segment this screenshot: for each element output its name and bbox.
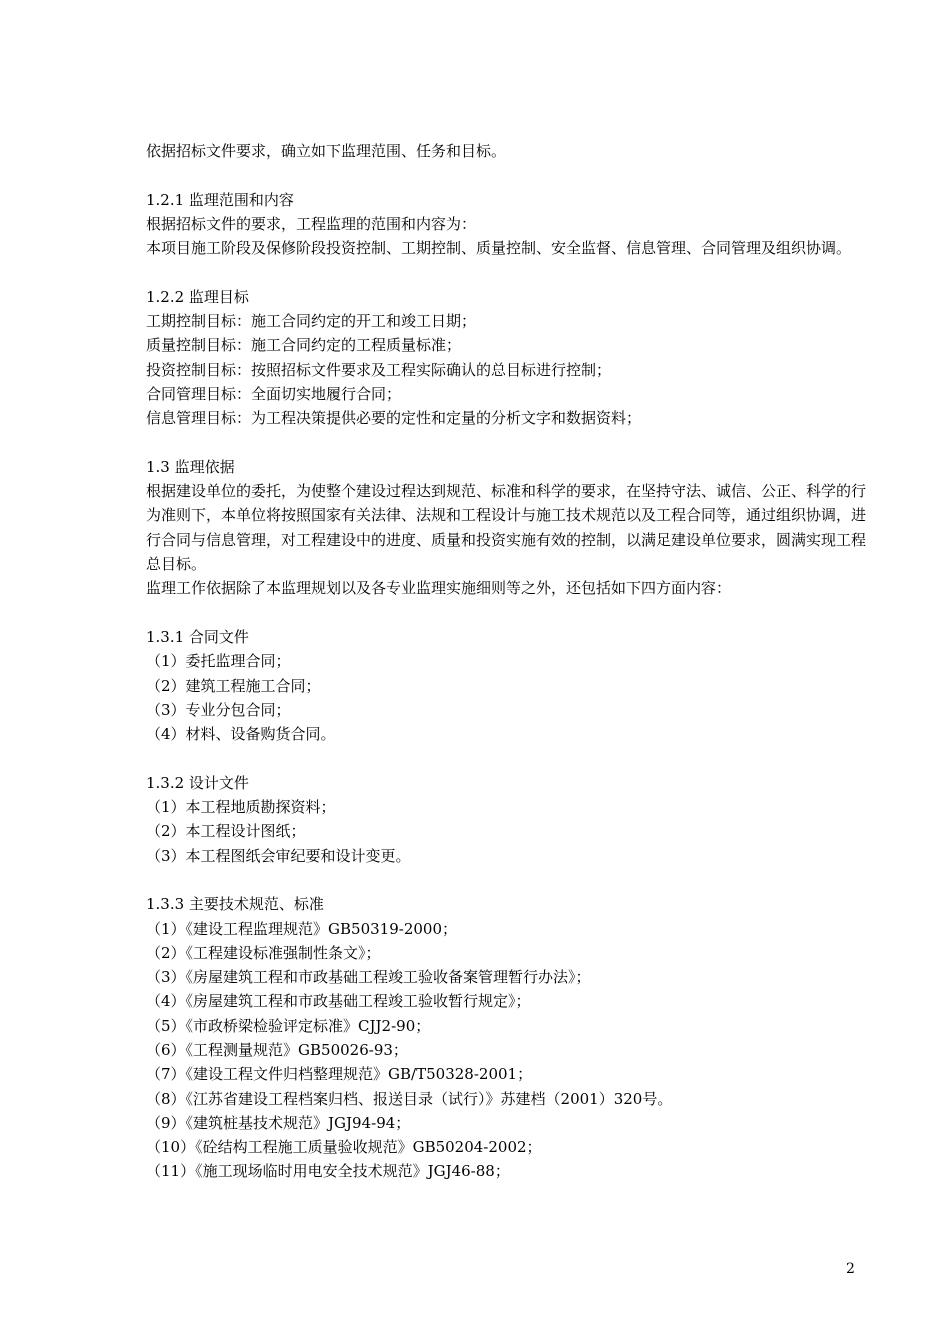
section-heading-1-2-2: 1.2.2 监理目标 (146, 287, 249, 306)
section-lead-1-2-1: 根据招标文件的要求，工程监理的范围和内容为： (146, 214, 477, 233)
standard-item: （5）《市政桥梁检验评定标准》CJJ2-90； (146, 1016, 431, 1035)
section-body-1-2-1: 本项目施工阶段及保修阶段投资控制、工期控制、质量控制、安全监督、信息管理、合同管理及组织协调。 (146, 239, 852, 258)
spacer (146, 601, 866, 625)
document-body (146, 139, 866, 1184)
page-number: 2 (846, 1261, 855, 1277)
goal-item: 工期控制目标：施工合同约定的开工和竣工日期； (146, 312, 477, 331)
standard-item: （8）《江苏省建设工程档案归档、报送目录（试行）》苏建档（2001）320号。 (146, 1089, 673, 1108)
goal-item: 投资控制目标：按照招标文件要求及工程实际确认的总目标进行控制； (146, 360, 612, 379)
standard-item: （4）《房屋建筑工程和市政基础工程竣工验收暂行规定》； (146, 992, 531, 1011)
standard-item: （3）《房屋建筑工程和市政基础工程竣工验收备案管理暂行办法》； (146, 968, 591, 987)
contract-item: （2）建筑工程施工合同； (146, 676, 321, 695)
spacer (146, 260, 866, 284)
goal-item: 信息管理目标：为工程决策提供必要的定性和定量的分析文字和数据资料； (146, 409, 642, 428)
standard-item: （11）《施工现场临时用电安全技术规范》JGJ46-88； (146, 1162, 510, 1181)
standard-item: （1）《建设工程监理规范》GB50319-2000； (146, 919, 458, 938)
section-heading-1-3-1: 1.3.1 合同文件 (146, 627, 249, 646)
spacer (146, 746, 866, 770)
standard-item: （9）《建筑桩基技术规范》JGJ94-94； (146, 1113, 411, 1132)
intro-text: 依据招标文件要求，确立如下监理范围、任务和目标。 (146, 142, 507, 160)
standard-item: （10）《砼结构工程施工质量验收规范》GB50204-2002； (146, 1138, 542, 1157)
design-item: （1）本工程地质勘探资料； (146, 798, 336, 817)
section-heading-1-3: 1.3 监理依据 (146, 457, 235, 476)
section-heading-1-3-2: 1.3.2 设计文件 (146, 773, 249, 792)
spacer (146, 431, 866, 455)
standard-item: （2）《工程建设标准强制性条文》； (146, 943, 381, 962)
standard-item: （6）《工程测量规范》GB50026-93； (146, 1040, 408, 1059)
standard-item: （7）《建设工程文件归档整理规范》GB/T50328-2001； (146, 1065, 533, 1084)
spacer (146, 163, 866, 187)
design-item: （3）本工程图纸会审纪要和设计变更。 (146, 846, 411, 865)
section-tail-1-3: 监理工作依据除了本监理规划以及各专业监理实施细则等之外，还包括如下四方面内容： (146, 579, 732, 598)
goal-item: 合同管理目标：全面切实地履行合同； (146, 384, 402, 403)
contract-item: （1）委托监理合同； (146, 652, 291, 671)
contract-item: （3）专业分包合同； (146, 700, 291, 719)
contract-item: （4）材料、设备购货合同。 (146, 725, 336, 744)
section-heading-1-3-3: 1.3.3 主要技术规范、标准 (146, 895, 324, 914)
section-heading-1-2-1: 1.2.1 监理范围和内容 (146, 190, 294, 209)
spacer (146, 868, 866, 892)
design-item: （2）本工程设计图纸； (146, 822, 306, 841)
section-body-1-3: 根据建设单位的委托，为使整个建设过程达到规范、标准和科学的要求，在坚持守法、诚信、公正、科学的行为准则下，本单位将按照国家有关法律、法规和工程设计与施工技术规范以及工程合同等，通过组织协调，进行合同与信息管理，对工程建设中的进度、质量和投资实施有效的控制，以满足建设单位要求，圆满实现工程总目标。 (146, 482, 867, 574)
goal-item: 质量控制目标：施工合同约定的工程质量标准； (146, 336, 462, 355)
